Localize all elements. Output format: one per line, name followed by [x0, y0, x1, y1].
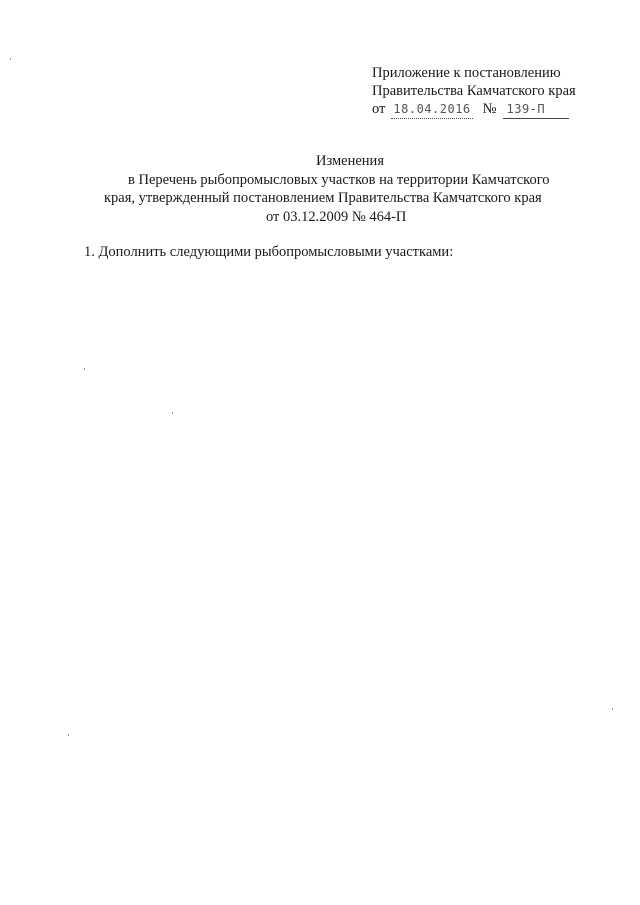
document-title: Изменения: [316, 153, 384, 169]
scan-speck: [84, 368, 85, 370]
appendix-line-2: Правительства Камчатского края: [372, 83, 576, 99]
number-stamp: 139-П: [503, 100, 569, 119]
heading-line-3: от 03.12.2009 № 464-П: [266, 208, 407, 225]
scan-speck: [68, 734, 69, 736]
appendix-line-1: Приложение к постановлению: [372, 65, 561, 81]
scan-speck: [612, 708, 613, 710]
appendix-header: [372, 64, 576, 119]
list-item: 1. Дополнить следующими рыбопромысловыми участками:: [84, 244, 454, 260]
scan-speck: [10, 58, 11, 60]
date-stamp: 18.04.2016: [391, 100, 472, 119]
appendix-date-row: [372, 100, 576, 119]
number-sign: №: [482, 101, 497, 117]
document-heading: [0, 152, 640, 226]
scan-speck: [172, 412, 173, 414]
date-prefix: от: [372, 101, 386, 117]
heading-line-2: края, утвержденный постановлением Правительства Камчатского края: [104, 190, 542, 206]
heading-line-1: в Перечень рыбопромысловых участков на территории Камчатского: [128, 171, 550, 188]
